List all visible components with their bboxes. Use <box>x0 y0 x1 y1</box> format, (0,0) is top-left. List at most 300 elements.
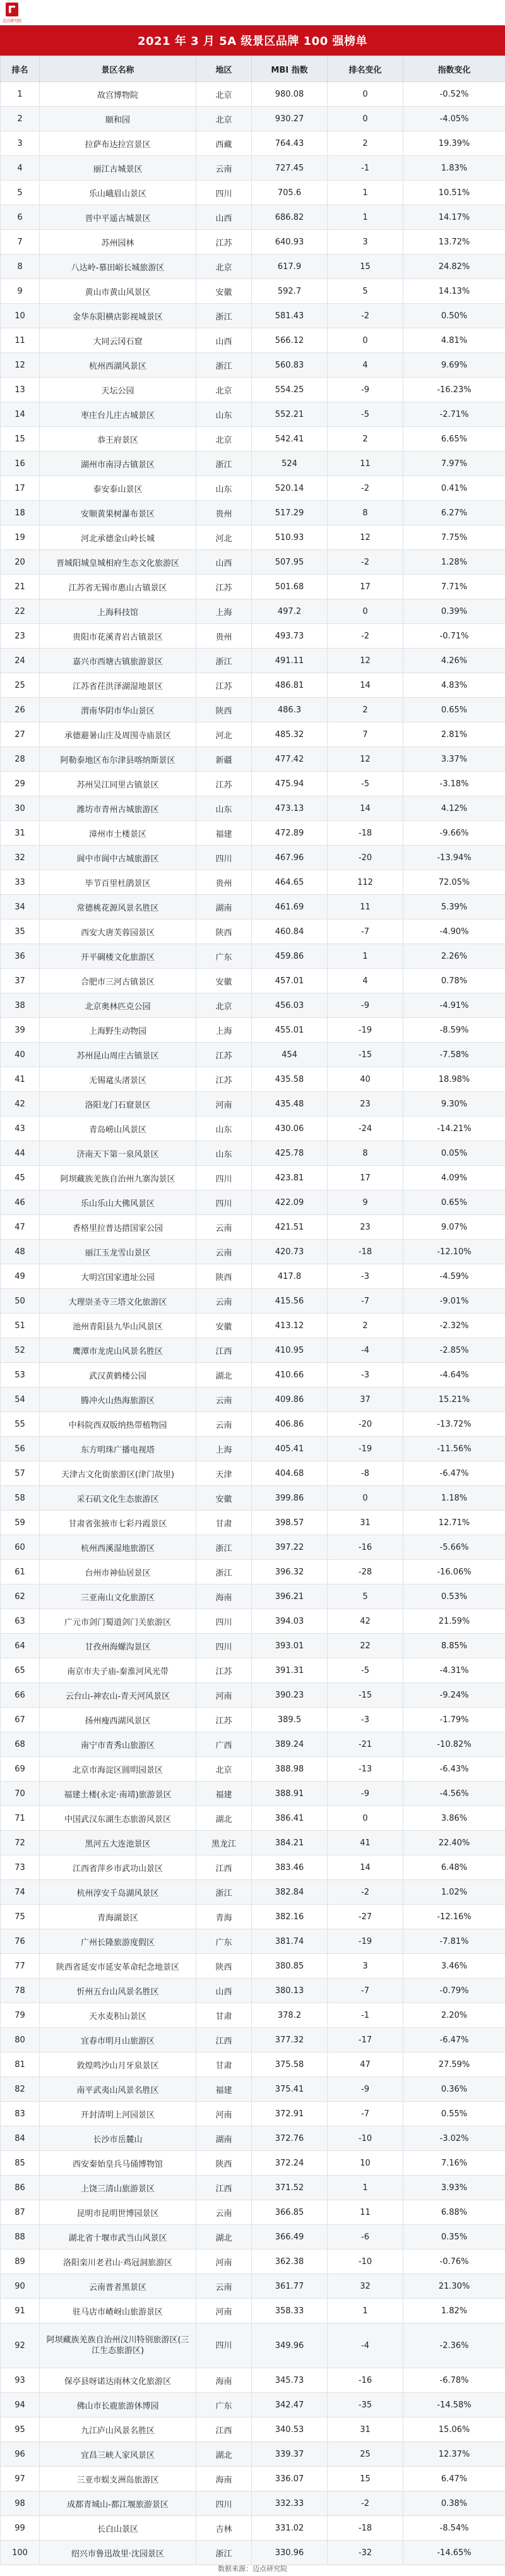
cell-rank-change: 12 <box>328 525 403 550</box>
cell-mbi: 493.73 <box>252 624 328 649</box>
table-row <box>1 82 505 107</box>
cell-mbi: 399.86 <box>252 1486 328 1511</box>
cell-name: 三亚南山文化旅游区 <box>40 1585 196 1609</box>
cell-region: 甘肃 <box>196 2052 252 2077</box>
cell-mbi: 566.12 <box>252 328 328 353</box>
cell-name: 西安大唐芙蓉园景区 <box>40 920 196 944</box>
cell-name: 扬州瘦西湖风景区 <box>40 1708 196 1732</box>
cell-index-change: 12.71% <box>403 1511 505 1535</box>
cell-rank: 3 <box>1 131 40 156</box>
table-row <box>1 599 505 624</box>
cell-rank: 26 <box>1 698 40 722</box>
cell-region: 甘肃 <box>196 2003 252 2028</box>
cell-region: 贵州 <box>196 624 252 649</box>
cell-region: 上海 <box>196 1018 252 1043</box>
cell-rank-change: 10 <box>328 2151 403 2176</box>
cell-rank: 22 <box>1 599 40 624</box>
cell-name: 南平武夷山风景名胜区 <box>40 2077 196 2102</box>
table-row <box>1 1683 505 1708</box>
cell-name: 天津古文化街旅游区(津门故里) <box>40 1461 196 1486</box>
cell-rank: 32 <box>1 846 40 870</box>
cell-index-change: 0.41% <box>403 476 505 501</box>
cell-region: 山西 <box>196 328 252 353</box>
cell-index-change: 6.27% <box>403 501 505 525</box>
table-row <box>1 181 505 205</box>
cell-rank: 69 <box>1 1757 40 1782</box>
cell-name: 上饶三清山旅游景区 <box>40 2176 196 2200</box>
cell-rank: 56 <box>1 1437 40 1461</box>
table-row <box>1 1486 505 1511</box>
cell-rank-change: -4 <box>328 1338 403 1363</box>
cell-name: 杭州西湖风景区 <box>40 353 196 378</box>
table-row <box>1 2003 505 2028</box>
cell-region: 海南 <box>196 2467 252 2491</box>
cell-mbi: 406.86 <box>252 1412 328 1437</box>
cell-rank-change: -27 <box>328 1905 403 1929</box>
cell-region: 四川 <box>196 2491 252 2516</box>
table-row <box>1 279 505 304</box>
cell-region: 山西 <box>196 205 252 230</box>
cell-mbi: 472.89 <box>252 821 328 846</box>
cell-rank: 27 <box>1 722 40 747</box>
cell-rank: 42 <box>1 1092 40 1117</box>
cell-name: 颐和园 <box>40 107 196 131</box>
cell-rank: 73 <box>1 1855 40 1880</box>
cell-index-change: -0.79% <box>403 1979 505 2003</box>
table-row <box>1 1732 505 1757</box>
cell-rank: 7 <box>1 230 40 255</box>
cell-region: 福建 <box>196 1782 252 1806</box>
cell-name: 安顺黄果树瀑布景区 <box>40 501 196 525</box>
cell-index-change: -8.54% <box>403 2516 505 2541</box>
table-row <box>1 772 505 796</box>
table-row <box>1 476 505 501</box>
cell-region: 河南 <box>196 2102 252 2126</box>
table-row <box>1 427 505 452</box>
cell-index-change: -9.24% <box>403 1683 505 1708</box>
cell-rank: 20 <box>1 550 40 575</box>
cell-rank-change: 5 <box>328 279 403 304</box>
cell-mbi: 517.29 <box>252 501 328 525</box>
cell-index-change: 3.46% <box>403 1954 505 1979</box>
cell-region: 福建 <box>196 2077 252 2102</box>
cell-mbi: 457.01 <box>252 969 328 993</box>
cell-rank: 30 <box>1 796 40 821</box>
cell-index-change: 3.86% <box>403 1806 505 1831</box>
cell-region: 贵州 <box>196 870 252 895</box>
cell-name: 福建土楼(永定·南靖)旅游景区 <box>40 1782 196 1806</box>
cell-rank: 17 <box>1 476 40 501</box>
cell-name: 西安秦始皇兵马俑博物馆 <box>40 2151 196 2176</box>
table-row <box>1 895 505 920</box>
cell-rank: 18 <box>1 501 40 525</box>
cell-index-change: 27.59% <box>403 2052 505 2077</box>
cell-region: 浙江 <box>196 649 252 673</box>
cell-rank-change: -35 <box>328 2393 403 2417</box>
cell-index-change: -4.31% <box>403 1658 505 1683</box>
cell-rank: 58 <box>1 1486 40 1511</box>
cell-region: 北京 <box>196 378 252 402</box>
cell-name: 晋城阳城皇城相府生态文化旅游区 <box>40 550 196 575</box>
cell-name: 洛阳龙门石窟景区 <box>40 1092 196 1117</box>
table-row <box>1 131 505 156</box>
cell-rank: 39 <box>1 1018 40 1043</box>
cell-rank-change: -18 <box>328 2516 403 2541</box>
cell-name: 台州市神仙居景区 <box>40 1560 196 1585</box>
cell-name: 枣庄台儿庄古城景区 <box>40 402 196 427</box>
column-header-rank: 排名 <box>1 56 40 82</box>
table-row <box>1 107 505 131</box>
cell-mbi: 520.14 <box>252 476 328 501</box>
cell-region: 江西 <box>196 1338 252 1363</box>
cell-name: 云南普者黑景区 <box>40 2274 196 2299</box>
cell-rank: 55 <box>1 1412 40 1437</box>
cell-index-change: -2.36% <box>403 2323 505 2368</box>
cell-rank: 45 <box>1 1166 40 1190</box>
cell-index-change: 21.30% <box>403 2274 505 2299</box>
cell-rank-change: -7 <box>328 2102 403 2126</box>
cell-rank: 93 <box>1 2368 40 2393</box>
cell-rank-change: 1 <box>328 2176 403 2200</box>
cell-mbi: 380.13 <box>252 1979 328 2003</box>
cell-region: 湖南 <box>196 895 252 920</box>
cell-rank: 96 <box>1 2442 40 2467</box>
column-header-rank-change: 排名变化 <box>328 56 403 82</box>
cell-mbi: 473.13 <box>252 796 328 821</box>
cell-region: 江西 <box>196 2417 252 2442</box>
table-row <box>1 328 505 353</box>
cell-rank: 78 <box>1 1979 40 2003</box>
cell-name: 甘孜州海螺沟景区 <box>40 1634 196 1658</box>
cell-mbi: 764.43 <box>252 131 328 156</box>
cell-name: 上海野生动物园 <box>40 1018 196 1043</box>
cell-rank-change: -19 <box>328 1929 403 1954</box>
table-row <box>1 1880 505 1905</box>
cell-mbi: 330.96 <box>252 2541 328 2565</box>
cell-region: 云南 <box>196 1289 252 1314</box>
table-row <box>1 575 505 599</box>
cell-mbi: 336.07 <box>252 2467 328 2491</box>
table-row <box>1 920 505 944</box>
cell-rank: 1 <box>1 82 40 107</box>
table-row <box>1 2052 505 2077</box>
cell-mbi: 421.51 <box>252 1215 328 1240</box>
cell-name: 江苏省茌洪泽湖湿地景区 <box>40 673 196 698</box>
cell-region: 西藏 <box>196 131 252 156</box>
cell-name: 腾冲火山热海旅游区 <box>40 1387 196 1412</box>
cell-region: 江苏 <box>196 772 252 796</box>
cell-rank-change: -4 <box>328 2323 403 2368</box>
cell-rank-change: 17 <box>328 1166 403 1190</box>
cell-mbi: 477.42 <box>252 747 328 772</box>
cell-mbi: 581.43 <box>252 304 328 328</box>
cell-rank-change: -8 <box>328 1461 403 1486</box>
cell-name: 阿勒泰地区布尔津县喀纳斯景区 <box>40 747 196 772</box>
cell-name: 青海湖景区 <box>40 1905 196 1929</box>
cell-name: 恭王府景区 <box>40 427 196 452</box>
cell-name: 云台山-神农山-青天河风景区 <box>40 1683 196 1708</box>
cell-index-change: 4.26% <box>403 649 505 673</box>
table-row <box>1 1338 505 1363</box>
cell-mbi: 930.27 <box>252 107 328 131</box>
cell-mbi: 410.95 <box>252 1338 328 1363</box>
cell-mbi: 372.76 <box>252 2126 328 2151</box>
cell-name: 中科院西双版纳热带植物园 <box>40 1412 196 1437</box>
cell-rank: 52 <box>1 1338 40 1363</box>
cell-region: 山东 <box>196 796 252 821</box>
cell-region: 江西 <box>196 1855 252 1880</box>
cell-name: 黑河五大连池景区 <box>40 1831 196 1855</box>
cell-index-change: 9.69% <box>403 353 505 378</box>
cell-region: 安徽 <box>196 279 252 304</box>
cell-region: 四川 <box>196 2323 252 2368</box>
cell-rank: 44 <box>1 1141 40 1166</box>
cell-rank: 9 <box>1 279 40 304</box>
cell-index-change: 2.81% <box>403 722 505 747</box>
cell-name: 苏州昆山周庄古镇景区 <box>40 1043 196 1067</box>
cell-mbi: 372.91 <box>252 2102 328 2126</box>
cell-name: 池州青阳县九华山风景区 <box>40 1314 196 1338</box>
cell-index-change: 6.48% <box>403 1855 505 1880</box>
cell-index-change: -4.05% <box>403 107 505 131</box>
cell-mbi: 397.22 <box>252 1535 328 1560</box>
cell-index-change: 0.35% <box>403 2225 505 2250</box>
cell-name: 阿坝藏族羌族自治州九寨沟景区 <box>40 1166 196 1190</box>
cell-rank-change: -21 <box>328 1732 403 1757</box>
cell-region: 北京 <box>196 255 252 279</box>
cell-rank-change: 31 <box>328 1511 403 1535</box>
cell-index-change: -8.59% <box>403 1018 505 1043</box>
cell-index-change: 7.71% <box>403 575 505 599</box>
cell-rank-change: 42 <box>328 1609 403 1634</box>
cell-rank-change: 7 <box>328 722 403 747</box>
table-row <box>1 1018 505 1043</box>
page-title: 2021 年 3 月 5A 级景区品牌 100 强榜单 <box>0 25 505 56</box>
table-row <box>1 230 505 255</box>
cell-rank-change: -24 <box>328 1117 403 1141</box>
cell-rank-change: -32 <box>328 2541 403 2565</box>
cell-mbi: 358.33 <box>252 2299 328 2323</box>
cell-mbi: 388.98 <box>252 1757 328 1782</box>
cell-mbi: 382.84 <box>252 1880 328 1905</box>
cell-rank-change: -9 <box>328 1782 403 1806</box>
cell-rank-change: 14 <box>328 1855 403 1880</box>
cell-index-change: 2.20% <box>403 2003 505 2028</box>
cell-index-change: 0.53% <box>403 1585 505 1609</box>
table-row <box>1 1363 505 1387</box>
cell-name: 阆中市阆中古城旅游区 <box>40 846 196 870</box>
table-row <box>1 501 505 525</box>
cell-rank: 24 <box>1 649 40 673</box>
cell-region: 江苏 <box>196 575 252 599</box>
cell-index-change: -12.16% <box>403 1905 505 1929</box>
cell-name: 渭南华阴市华山景区 <box>40 698 196 722</box>
cell-mbi: 332.33 <box>252 2491 328 2516</box>
cell-mbi: 389.24 <box>252 1732 328 1757</box>
table-row <box>1 1117 505 1141</box>
cell-name: 济南天下第一泉风景区 <box>40 1141 196 1166</box>
cell-rank-change: 14 <box>328 673 403 698</box>
cell-region: 北京 <box>196 1757 252 1782</box>
cell-rank-change: 25 <box>328 2442 403 2467</box>
cell-mbi: 686.82 <box>252 205 328 230</box>
table-row <box>1 2200 505 2225</box>
cell-rank-change: -13 <box>328 1757 403 1782</box>
cell-rank: 15 <box>1 427 40 452</box>
cell-mbi: 371.52 <box>252 2176 328 2200</box>
cell-rank-change: 3 <box>328 230 403 255</box>
cell-name: 天坛公园 <box>40 378 196 402</box>
cell-name: 洛阳栾川老君山·鸡冠洞旅游区 <box>40 2250 196 2274</box>
cell-rank: 83 <box>1 2102 40 2126</box>
cell-region: 上海 <box>196 1437 252 1461</box>
cell-region: 浙江 <box>196 304 252 328</box>
table-row <box>1 1634 505 1658</box>
cell-mbi: 380.85 <box>252 1954 328 1979</box>
cell-region: 河南 <box>196 2250 252 2274</box>
cell-index-change: 15.06% <box>403 2417 505 2442</box>
cell-rank: 49 <box>1 1264 40 1289</box>
cell-index-change: 0.05% <box>403 1141 505 1166</box>
table-row <box>1 2442 505 2467</box>
cell-mbi: 342.47 <box>252 2393 328 2417</box>
cell-region: 吉林 <box>196 2516 252 2541</box>
column-header-mbi: MBI 指数 <box>252 56 328 82</box>
cell-mbi: 389.5 <box>252 1708 328 1732</box>
cell-region: 四川 <box>196 1166 252 1190</box>
table-row <box>1 1437 505 1461</box>
cell-rank: 37 <box>1 969 40 993</box>
cell-region: 四川 <box>196 1634 252 1658</box>
cell-mbi: 486.81 <box>252 673 328 698</box>
cell-name: 宜昌三峡人家风景区 <box>40 2442 196 2467</box>
cell-name: 嘉兴市西塘古镇旅游景区 <box>40 649 196 673</box>
cell-name: 丽江古城景区 <box>40 156 196 181</box>
cell-mbi: 454 <box>252 1043 328 1067</box>
cell-mbi: 382.16 <box>252 1905 328 1929</box>
cell-index-change: 4.09% <box>403 1166 505 1190</box>
cell-index-change: 3.37% <box>403 747 505 772</box>
cell-rank: 41 <box>1 1067 40 1092</box>
cell-name: 杭州淳安千岛湖风景区 <box>40 1880 196 1905</box>
table-row <box>1 821 505 846</box>
cell-index-change: -13.72% <box>403 1412 505 1437</box>
cell-region: 广东 <box>196 1929 252 1954</box>
cell-index-change: -12.10% <box>403 1240 505 1264</box>
cell-rank-change: 9 <box>328 1190 403 1215</box>
cell-name: 成都青城山-都江堰旅游景区 <box>40 2491 196 2516</box>
cell-mbi: 467.96 <box>252 846 328 870</box>
cell-index-change: -9.66% <box>403 821 505 846</box>
cell-rank-change: -6 <box>328 2225 403 2250</box>
cell-index-change: 1.83% <box>403 156 505 181</box>
cell-region: 四川 <box>196 1609 252 1634</box>
cell-name: 开封清明上河园景区 <box>40 2102 196 2126</box>
cell-region: 湖北 <box>196 2442 252 2467</box>
table-row <box>1 624 505 649</box>
cell-rank-change: 15 <box>328 2467 403 2491</box>
cell-region: 四川 <box>196 846 252 870</box>
cell-rank-change: 14 <box>328 796 403 821</box>
cell-name: 大明宫国家遗址公园 <box>40 1264 196 1289</box>
table-row <box>1 1658 505 1683</box>
cell-rank: 68 <box>1 1732 40 1757</box>
cell-region: 浙江 <box>196 353 252 378</box>
cell-region: 甘肃 <box>196 1511 252 1535</box>
cell-name: 故宫博物院 <box>40 82 196 107</box>
cell-name: 漳州市土楼景区 <box>40 821 196 846</box>
cell-index-change: 0.65% <box>403 698 505 722</box>
cell-region: 青海 <box>196 1905 252 1929</box>
cell-rank: 79 <box>1 2003 40 2028</box>
cell-rank-change: -9 <box>328 993 403 1018</box>
cell-mbi: 405.41 <box>252 1437 328 1461</box>
table-body <box>1 82 505 2565</box>
cell-index-change: 6.88% <box>403 2200 505 2225</box>
cell-name: 长白山景区 <box>40 2516 196 2541</box>
cell-index-change: 0.65% <box>403 1190 505 1215</box>
cell-rank-change: 15 <box>328 255 403 279</box>
cell-rank-change: -16 <box>328 1535 403 1560</box>
table-row <box>1 1535 505 1560</box>
cell-rank: 63 <box>1 1609 40 1634</box>
cell-rank-change: 17 <box>328 575 403 599</box>
cell-rank-change: -9 <box>328 2077 403 2102</box>
cell-name: 潍坊市青州古城旅游区 <box>40 796 196 821</box>
cell-rank-change: -1 <box>328 156 403 181</box>
table-row <box>1 1190 505 1215</box>
cell-rank-change: -3 <box>328 1363 403 1387</box>
cell-index-change: 6.65% <box>403 427 505 452</box>
cell-rank: 23 <box>1 624 40 649</box>
cell-name: 青岛崂山风景区 <box>40 1117 196 1141</box>
cell-index-change: -10.82% <box>403 1732 505 1757</box>
cell-index-change: -3.18% <box>403 772 505 796</box>
cell-index-change: -6.43% <box>403 1757 505 1782</box>
cell-region: 广东 <box>196 2393 252 2417</box>
cell-rank: 64 <box>1 1634 40 1658</box>
cell-region: 陕西 <box>196 1264 252 1289</box>
cell-name: 陕西省延安市延安革命纪念地景区 <box>40 1954 196 1979</box>
cell-index-change: -5.66% <box>403 1535 505 1560</box>
cell-rank-change: -7 <box>328 920 403 944</box>
table-row <box>1 1289 505 1314</box>
cell-rank-change: 47 <box>328 2052 403 2077</box>
cell-index-change: 22.40% <box>403 1831 505 1855</box>
cell-mbi: 375.41 <box>252 2077 328 2102</box>
cell-region: 北京 <box>196 993 252 1018</box>
cell-mbi: 461.69 <box>252 895 328 920</box>
cell-rank: 33 <box>1 870 40 895</box>
cell-index-change: -14.65% <box>403 2541 505 2565</box>
table-row <box>1 1708 505 1732</box>
cell-mbi: 422.09 <box>252 1190 328 1215</box>
cell-mbi: 372.24 <box>252 2151 328 2176</box>
cell-rank-change: 32 <box>328 2274 403 2299</box>
cell-rank-change: 12 <box>328 747 403 772</box>
cell-index-change: 1.82% <box>403 2299 505 2323</box>
cell-name: 江苏省无锡市惠山古镇景区 <box>40 575 196 599</box>
cell-region: 湖北 <box>196 1363 252 1387</box>
cell-index-change: -6.78% <box>403 2368 505 2393</box>
cell-mbi: 388.91 <box>252 1782 328 1806</box>
cell-index-change: -3.02% <box>403 2126 505 2151</box>
cell-mbi: 501.68 <box>252 575 328 599</box>
cell-mbi: 381.74 <box>252 1929 328 1954</box>
cell-rank: 71 <box>1 1806 40 1831</box>
table-row <box>1 1831 505 1855</box>
table-row <box>1 1387 505 1412</box>
